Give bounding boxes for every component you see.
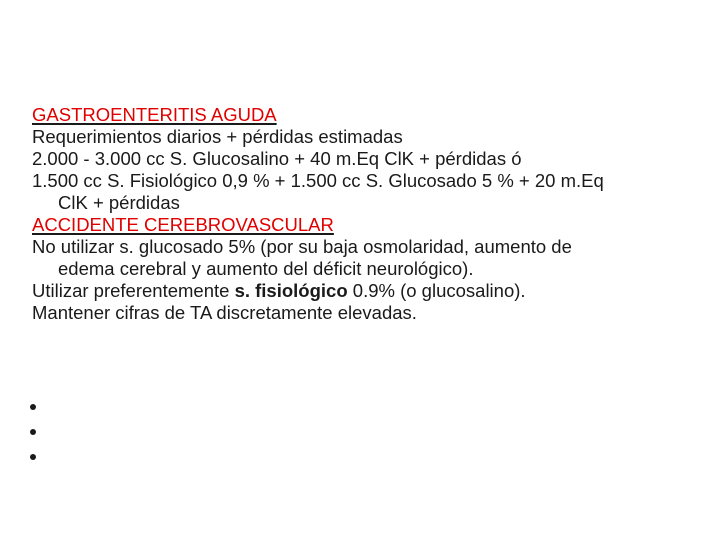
heading-accidente-cerebrovascular: ACCIDENTE CEREBROVASCULAR: [32, 214, 334, 235]
no-utilizar-line-continued: edema cerebral y aumento del déficit neurológico).: [58, 258, 474, 279]
fisiologico-line-continued: ClK + pérdidas: [58, 192, 180, 213]
utilizar-suffix: 0.9% (o glucosalino).: [347, 280, 526, 301]
slide-content: [32, 104, 692, 324]
fisiologico-line: 1.500 cc S. Fisiológico 0,9 % + 1.500 cc S. Glucosado 5 % + 20 m.Eq: [32, 170, 604, 191]
bullet-dot: [30, 429, 36, 435]
utilizar-prefix: Utilizar preferentemente: [32, 280, 235, 301]
utilizar-bold: s. fisiológico: [234, 280, 348, 301]
bullet-dot: [30, 454, 36, 460]
no-utilizar-line: No utilizar s. glucosado 5% (por su baja osmolaridad, aumento de: [32, 236, 572, 257]
heading-gastroenteritis: GASTROENTERITIS AGUDA: [32, 104, 277, 125]
utilizar-line: [32, 280, 692, 302]
mantener-line: Mantener cifras de TA discretamente elevadas.: [32, 302, 417, 323]
empty-bullet-list: [30, 404, 36, 479]
bullet-dot: [30, 404, 36, 410]
glucosalino-line: 2.000 - 3.000 cc S. Glucosalino + 40 m.Eq ClK + pérdidas ó: [32, 148, 522, 169]
requerimientos-line: Requerimientos diarios + pérdidas estimadas: [32, 126, 403, 147]
